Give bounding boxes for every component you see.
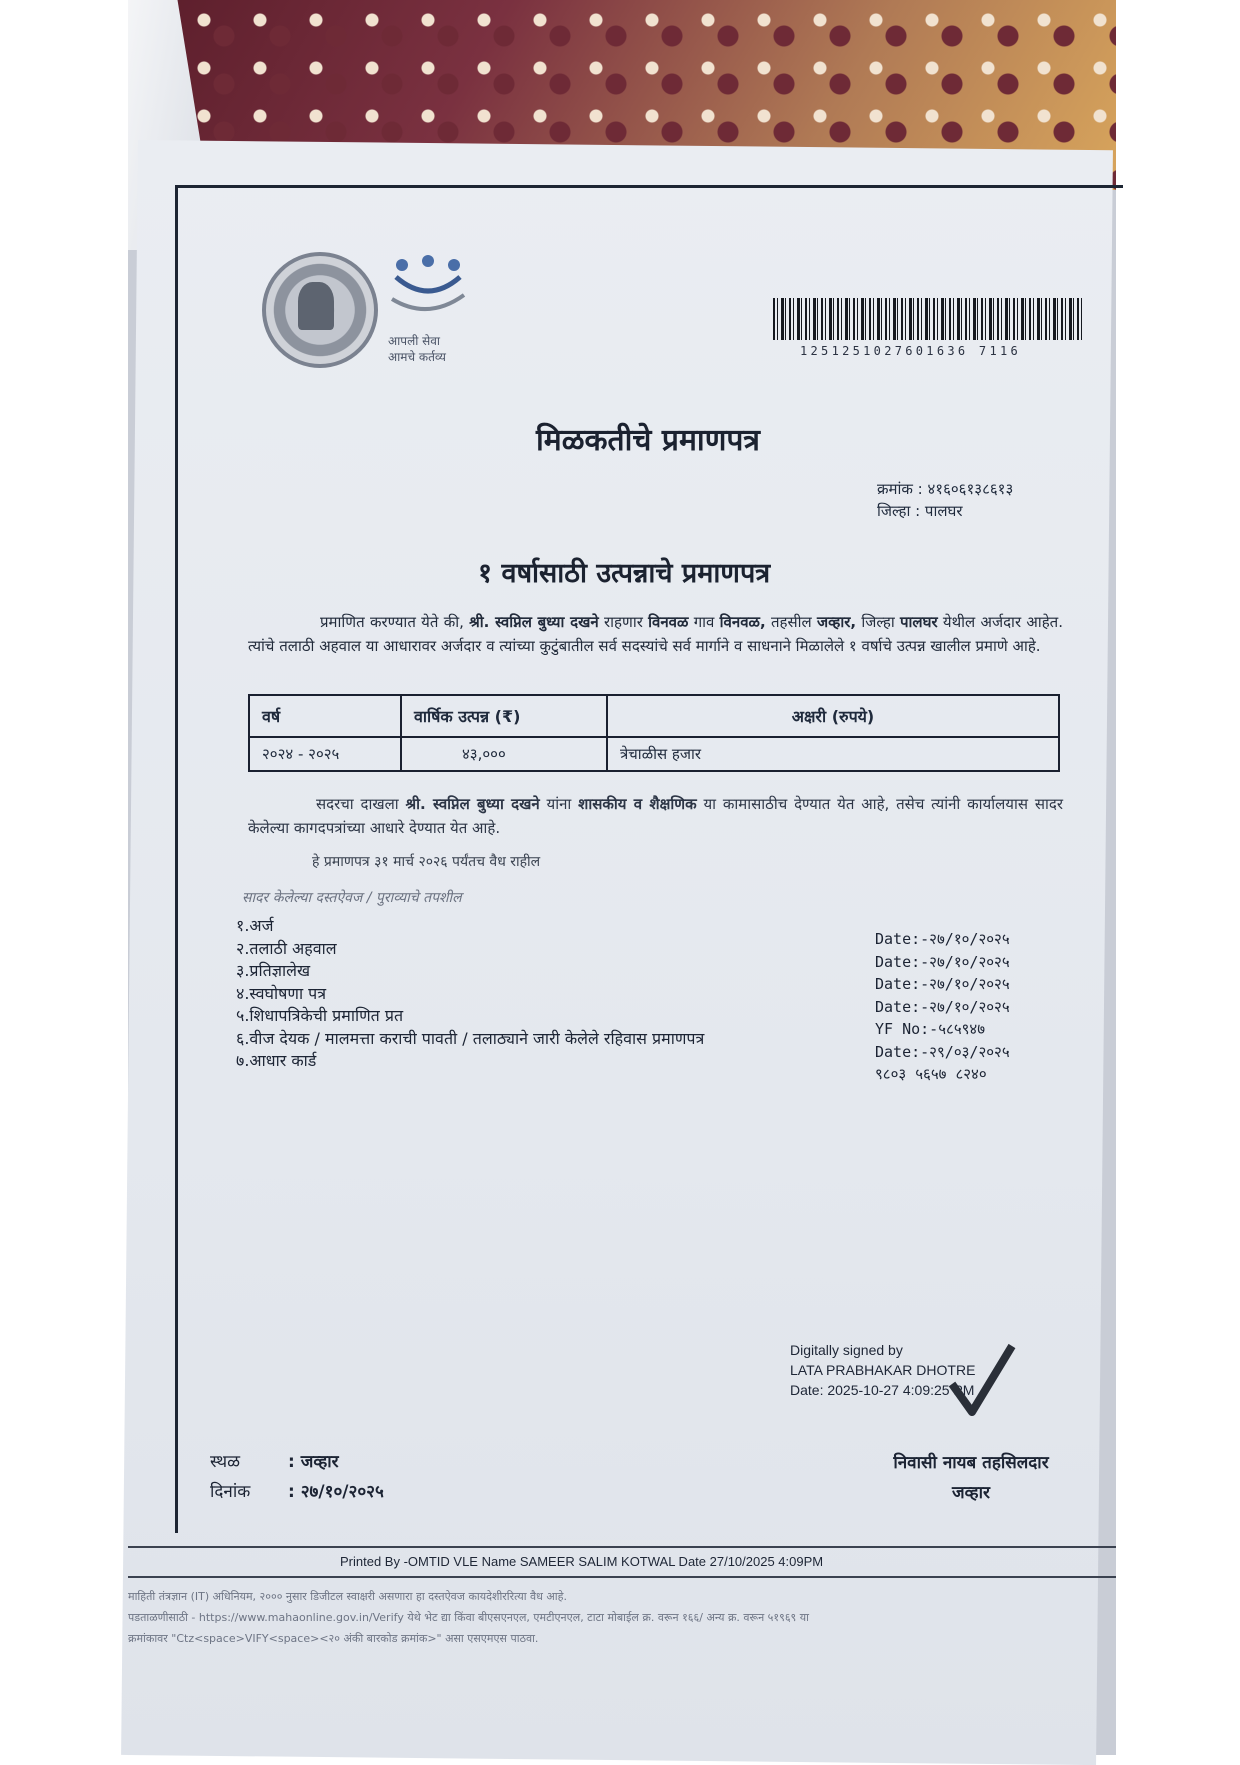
- printed-by-bar: [128, 1546, 1116, 1578]
- cell-in-words: त्रेचाळीस हजार: [607, 737, 1059, 771]
- list-item-value: Date:-२९/०३/२०२५: [875, 1042, 1010, 1061]
- list-item-value: Date:-२७/१०/२०२५: [875, 997, 1010, 1016]
- list-item: ७.आधार कार्ड: [236, 1051, 317, 1070]
- list-item: ३.प्रतिज्ञालेख: [236, 961, 311, 980]
- documents-list: [236, 915, 704, 1073]
- list-item-value: YF No:-५८५९४७: [875, 1020, 986, 1038]
- cell-income: ४३,०००: [401, 737, 607, 771]
- applicant-name: श्री. स्वप्निल बुध्या दखने: [469, 613, 599, 631]
- signature-date: Date: 2025-10-27 4:09:25 PM: [790, 1382, 975, 1398]
- serial-number: क्रमांक : ४१६०६१३८६१३: [877, 480, 1014, 498]
- place-date-block: [210, 1447, 384, 1507]
- footer-line: माहिती तंत्रज्ञान (IT) अधिनियम, २००० नुसार डिजीटल स्वाक्षरी असणारा हा दस्तऐवज कायदेशीररित्या वैध आहे.: [128, 1590, 568, 1603]
- certification-paragraph: प्रमाणित करण्यात येते की, श्री. स्वप्निल बुध्या दखने राहणार विनवळ गाव विनवळ, तहसील जव्हार, जिल्हा पालघर येथील अर्जदार आहेत. त्यांचे तलाठी अहवाल या आधारावर अर्जदार व त्यांच्या कुटुंबातील सर्व सदस्यांचे सर्व मार्गाने व साधनाने मिळालेले १ वर्षाचे उत्पन्न खालील प्रमाणे आहे.: [248, 613, 1063, 655]
- certificate-subtitle: १ वर्षासाठी उत्पन्नाचे प्रमाणपत्र: [478, 558, 771, 589]
- list-item-value: ९८०३ ५६५७ ८२४०: [875, 1065, 987, 1083]
- printed-by-text: Printed By -OMTID VLE Name SAMEER SALIM KOTWAL Date 27/10/2025 4:09PM: [340, 1554, 824, 1569]
- signer-name: LATA PRABHAKAR DHOTRE: [790, 1362, 976, 1378]
- service-logo-icon: [388, 255, 468, 325]
- barcode-number: 1251251027601636 7116: [800, 344, 1022, 358]
- certificate-meta: [877, 478, 1013, 522]
- income-table: [248, 694, 1060, 772]
- footer-line: पडताळणीसाठी - https://www.mahaonline.gov.in/Verify येथे भेट द्या किंवा बीएसएनएल, एमटीएनएल, टाटा मोबाईल क्र. वरून १६६/ अन्य क्र. वरून ५१९६९ या: [128, 1611, 810, 1624]
- footer-notes: [128, 1586, 1108, 1649]
- header-in-words: अक्षरी (रुपये): [607, 695, 1059, 737]
- logo-caption: आपली सेवा आमचे कर्तव्य: [388, 334, 446, 364]
- header-year: वर्ष: [249, 695, 401, 737]
- place-label: स्थळ: [210, 1452, 241, 1472]
- place-value: : जव्हार: [288, 1452, 339, 1472]
- list-item-value: Date:-२७/१०/२०२५: [875, 975, 1010, 993]
- digital-signature: Digitally signed by LATA PRABHAKAR DHOTRE Date: 2025-10-27 4:09:25 PM: [790, 1342, 976, 1398]
- issuing-officer: [876, 1448, 1066, 1508]
- table-row: [249, 737, 1059, 771]
- signature-check-icon: [948, 1340, 1018, 1420]
- table-header-row: [249, 695, 1059, 737]
- validity-note: हे प्रमाणपत्र ३१ मार्च २०२६ पर्यंतच वैध राहील: [312, 854, 541, 870]
- barcode: [773, 298, 1085, 340]
- list-item-value: Date:-२७/१०/२०२५: [875, 952, 1010, 971]
- district-line: जिल्हा : पालघर: [877, 502, 963, 520]
- footer-line: क्रमांकावर "Ctz<space>VIFY<space><२० अंकी बारकोड क्रमांक>" असा एसएमएस पाठवा.: [128, 1632, 539, 1645]
- state-emblem-icon: [262, 252, 378, 368]
- header-annual-income: वार्षिक उत्पन्न (₹): [401, 695, 607, 737]
- page-title: मिळकतीचे प्रमाणपत्र: [536, 423, 760, 458]
- officer-place: जव्हार: [952, 1483, 990, 1503]
- date-label: दिनांक: [210, 1482, 251, 1502]
- purpose-paragraph: सदरचा दाखला श्री. स्वप्निल बुध्या दखने यांना शासकीय व शैक्षणिक या कामासाठीच देण्यात येत आहे, तसेच त्यांनी कार्यालयास सादर केलेल्या कागदपत्रांच्या आधारे देण्यात येत आहे.: [248, 795, 1063, 837]
- officer-title: निवासी नायब तहसिलदार: [893, 1453, 1049, 1473]
- documents-heading: सादर केलेल्या दस्तऐवज / पुराव्याचे तपशील: [242, 890, 462, 906]
- date-value: : २७/१०/२०२५: [288, 1482, 384, 1502]
- list-item: ६.वीज देयक / मालमत्ता कराची पावती / तलाठ्याने जारी केलेले रहिवास प्रमाणपत्र: [236, 1028, 705, 1048]
- cell-year: २०२४ - २०२५: [249, 737, 401, 771]
- list-item-value: Date:-२७/१०/२०२५: [875, 930, 1010, 948]
- documents-values: [875, 928, 1010, 1086]
- list-item: २.तलाठी अहवाल: [236, 938, 337, 958]
- list-item: ५.शिधापत्रिकेची प्रमाणित प्रत: [236, 1006, 404, 1025]
- list-item: १.अर्ज: [236, 916, 274, 935]
- list-item: ४.स्वघोषणा पत्र: [236, 983, 327, 1003]
